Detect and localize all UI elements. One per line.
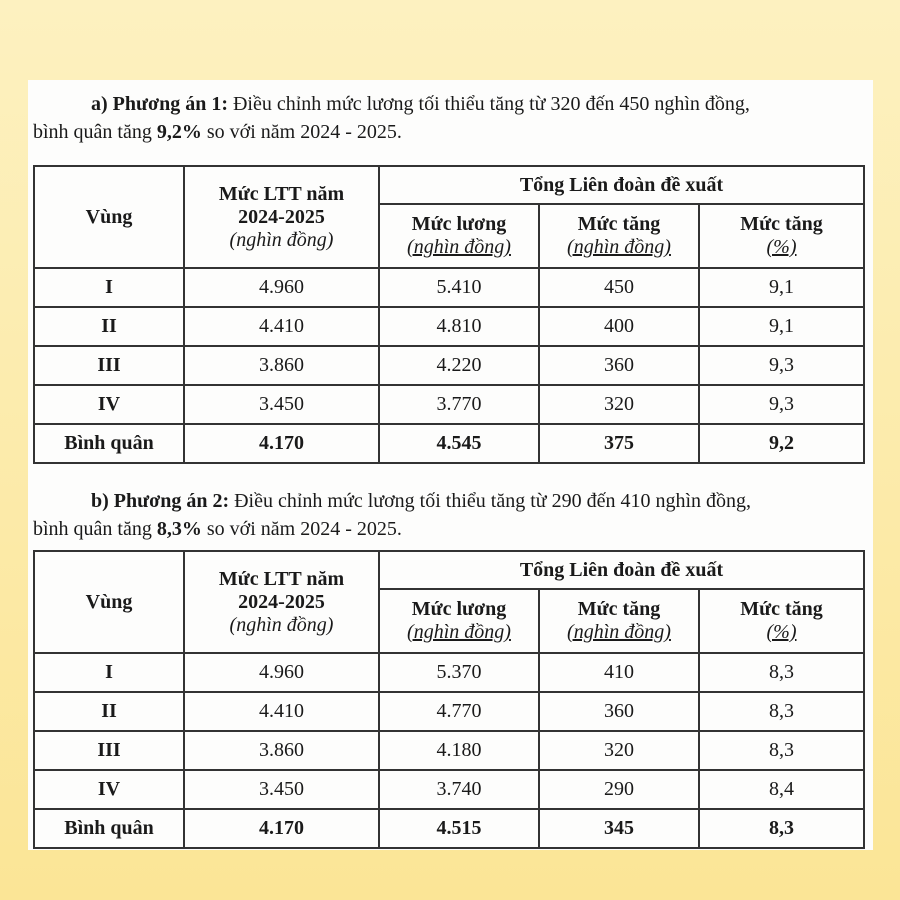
cell-pct: 9,2 [699,424,864,463]
cell-region: II [34,692,184,731]
cell-increase: 290 [539,770,699,809]
cell-salary: 5.410 [379,268,539,307]
header-group: Tổng Liên đoàn đề xuất [379,166,864,204]
cell-pct: 8,3 [699,809,864,848]
cell-pct: 9,3 [699,385,864,424]
cell-increase: 320 [539,731,699,770]
table-row [34,731,864,770]
header-pct-label: Mức tăng [740,598,823,620]
cell-ltt: 4.960 [184,653,379,692]
cell-pct: 8,4 [699,770,864,809]
cell-region: Bình quân [34,424,184,463]
cell-increase: 345 [539,809,699,848]
header-ltt-line2: 2024-2025 [238,205,325,228]
cell-region: Bình quân [34,809,184,848]
table-row-average [34,424,864,463]
header-salary-unit: (nghìn đồng) [407,621,511,643]
cell-salary: 4.545 [379,424,539,463]
cell-ltt: 4.170 [184,809,379,848]
cell-pct: 8,3 [699,731,864,770]
table-row [34,307,864,346]
cell-increase: 375 [539,424,699,463]
header-pct [699,589,864,653]
cell-pct: 9,3 [699,346,864,385]
header-increase [539,589,699,653]
cell-ltt: 3.860 [184,731,379,770]
section-b-text-pre: bình quân tăng [33,518,157,540]
cell-salary: 3.770 [379,385,539,424]
cell-ltt: 4.960 [184,268,379,307]
cell-salary: 4.180 [379,731,539,770]
section-a-heading: a) Phương án 1: [91,93,228,115]
cell-increase: 320 [539,385,699,424]
cell-ltt: 4.170 [184,424,379,463]
table-row [34,268,864,307]
section-b-text-line1: Điều chỉnh mức lương tối thiểu tăng từ 290 đến 410 nghìn đồng, [229,490,752,512]
cell-ltt: 4.410 [184,692,379,731]
header-ltt [184,166,379,268]
header-pct [699,204,864,268]
cell-pct: 8,3 [699,653,864,692]
section-b-intro [33,487,873,543]
section-a-intro [33,90,873,146]
table-row [34,653,864,692]
header-salary-label: Mức lương [411,213,507,235]
header-ltt-line1: Mức LTT năm [218,567,345,590]
cell-salary: 4.515 [379,809,539,848]
table-row-average [34,809,864,848]
cell-pct: 9,1 [699,268,864,307]
header-region: Vùng [34,551,184,653]
section-a-text-line1: Điều chỉnh mức lương tối thiểu tăng từ 320 đến 450 nghìn đồng, [227,93,750,115]
cell-salary: 4.770 [379,692,539,731]
header-increase-unit: (nghìn đồng) [567,621,671,643]
cell-region: IV [34,770,184,809]
section-b-heading: b) Phương án 2: [91,490,230,512]
header-ltt [184,551,379,653]
cell-pct: 9,1 [699,307,864,346]
cell-region: I [34,653,184,692]
cell-salary: 3.740 [379,770,539,809]
cell-ltt: 3.450 [184,385,379,424]
cell-region: III [34,346,184,385]
cell-increase: 450 [539,268,699,307]
section-b-text-post: so với năm 2024 - 2025. [201,518,402,540]
cell-region: IV [34,385,184,424]
cell-ltt: 4.410 [184,307,379,346]
cell-salary: 4.810 [379,307,539,346]
cell-salary: 5.370 [379,653,539,692]
header-region: Vùng [34,166,184,268]
section-a-text-pre: bình quân tăng [33,121,157,143]
cell-region: III [34,731,184,770]
table-a [33,165,865,464]
header-pct-unit: (%) [766,621,797,643]
header-pct-label: Mức tăng [740,213,823,235]
header-salary-label: Mức lương [411,598,507,620]
table-row [34,770,864,809]
header-increase [539,204,699,268]
header-ltt-unit: (nghìn đồng) [229,613,334,636]
header-increase-unit: (nghìn đồng) [567,236,671,258]
header-pct-unit: (%) [766,236,797,258]
cell-pct: 8,3 [699,692,864,731]
cell-salary: 4.220 [379,346,539,385]
header-ltt-line1: Mức LTT năm [218,182,345,205]
header-increase-label: Mức tăng [577,213,661,235]
table-row [34,385,864,424]
section-a-highlight: 9,2% [156,121,202,143]
cell-region: I [34,268,184,307]
header-increase-label: Mức tăng [577,598,661,620]
cell-increase: 400 [539,307,699,346]
header-salary [379,204,539,268]
cell-region: II [34,307,184,346]
cell-increase: 360 [539,346,699,385]
cell-increase: 410 [539,653,699,692]
header-group: Tổng Liên đoàn đề xuất [379,551,864,589]
header-salary [379,589,539,653]
header-ltt-unit: (nghìn đồng) [229,228,334,251]
cell-ltt: 3.860 [184,346,379,385]
header-salary-unit: (nghìn đồng) [407,236,511,258]
cell-increase: 360 [539,692,699,731]
table-row [34,346,864,385]
section-b-highlight: 8,3% [156,518,202,540]
header-ltt-line2: 2024-2025 [238,590,325,613]
table-row [34,692,864,731]
section-a-text-post: so với năm 2024 - 2025. [201,121,402,143]
cell-ltt: 3.450 [184,770,379,809]
table-b [33,550,865,849]
